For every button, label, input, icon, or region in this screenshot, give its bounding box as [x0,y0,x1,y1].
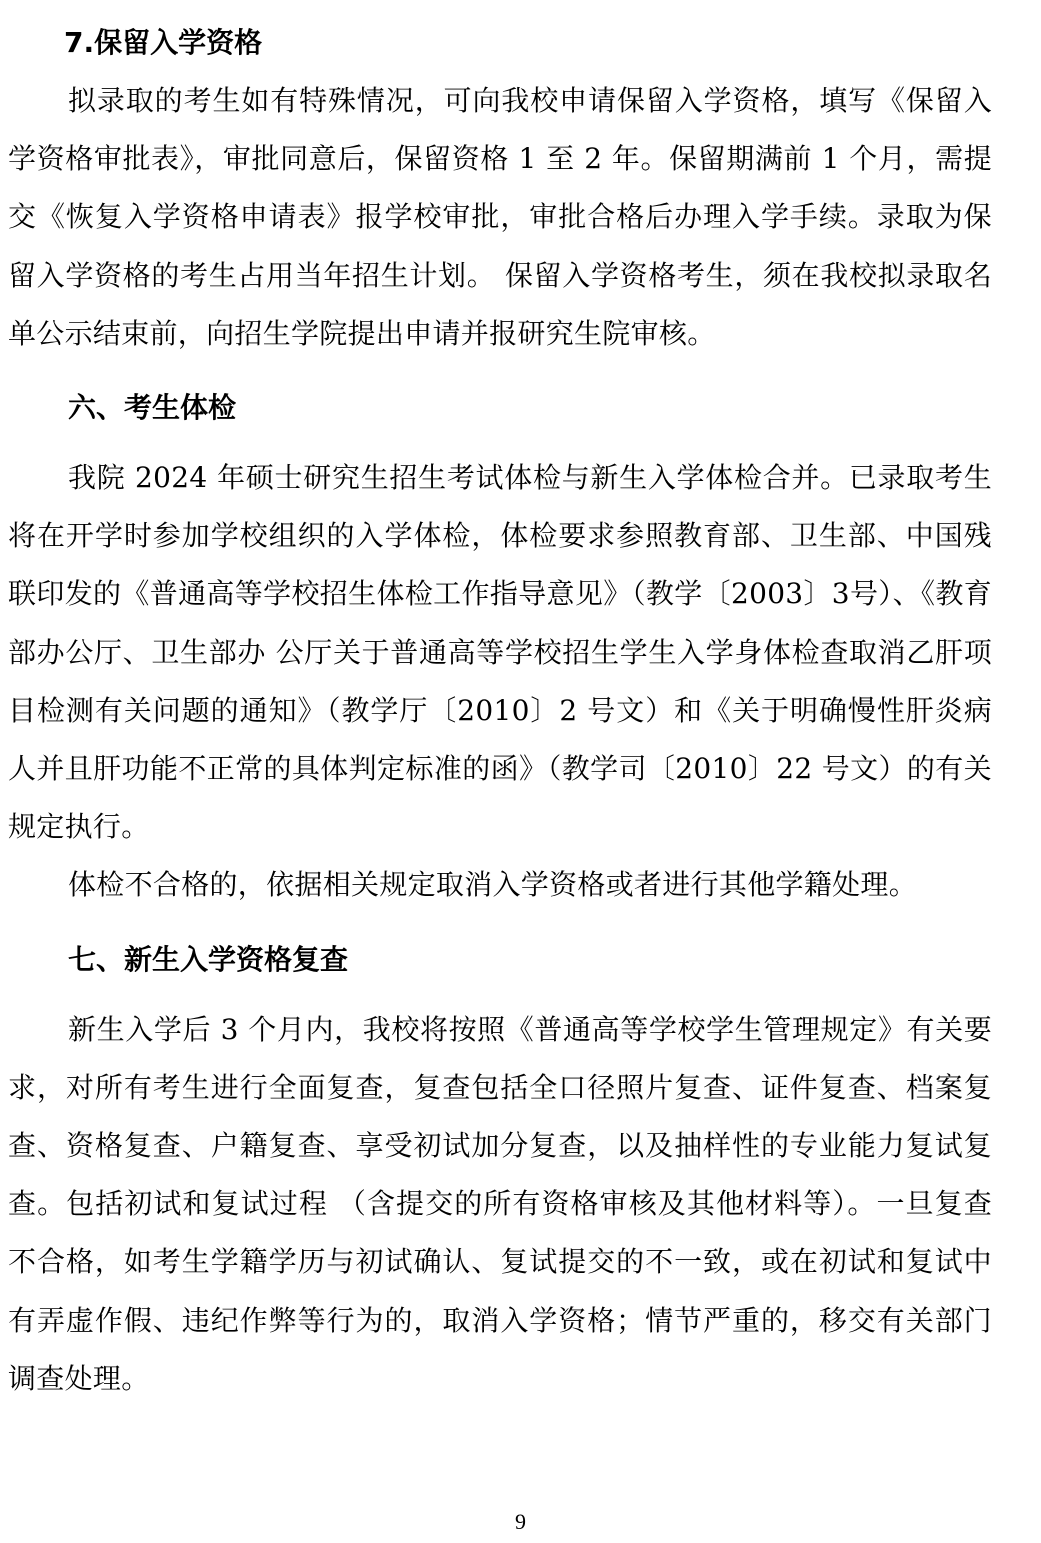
paragraph-physical-exam-2: 体检不合格的，依据相关规定取消入学资格或者进行其他学籍处理。 [68,868,918,902]
document-body [8,14,992,1408]
heading-reserve-admission: 7.保留入学资格 [64,26,263,59]
heading-physical-exam: 六、考生体检 [68,391,237,425]
section-spacer [8,437,992,449]
paragraph-enrollment-review: 新生入学后 3 个月内，我校将按照《普通高等学校学生管理规定》有关要求，对所有考生进行全面复查，复查包括全口径照片复查、证件复查、档案复查、资格复查、户籍复查、享受初试加分复查，以及抽样性的专业能力复试复查。包括初试和复试过程 （含提交的所有资格审核及其他材料等）。一旦复查不合格，如考生学籍学历与初试确认、复试提交的不一致，或在初试和复试中有弄虚作假、违纪作弊等行为的，取消入学资格；情节严重的，移交有关部门调查处理。 [8,1012,992,1395]
section-spacer [8,915,992,931]
paragraph-physical-exam-1: 我院 2024 年硕士研究生招生考试体检与新生入学体检合并。已录取考生将在开学时参加学校组织的入学体检，体检要求参照教育部、卫生部、中国残联印发的《普通高等学校招生体检工作指导意见》（教学〔2003〕3号）、《教育部办公厅、卫生部办 公厅关于普通高等学校招生学生入学身体检查取消乙肝项目检测有关问题的通知》（教学厅〔2010〕2 号文）和《关于明确慢性肝炎病人并且肝功能不正常的具体判定标准的函》（教学司〔2010〕22 号文）的有关规定执行。 [8,461,992,844]
heading-enrollment-review: 七、新生入学资格复查 [68,942,349,976]
section-spacer [8,363,992,379]
page-number: 9 [515,1509,526,1534]
section-spacer [8,989,992,1001]
paragraph-reserve-admission: 拟录取的考生如有特殊情况，可向我校申请保留入学资格，填写《保留入学资格审批表》，审批同意后，保留资格 1 至 2 年。保留期满前 1 个月，需提交《恢复入学资格申请表》报学校审批，审批合格后办理入学手续。录取为保留入学资格的考生占用当年招生计划。 保留入学资格考生，须在我校拟录取名单公示结束前，向招生学院提出申请并报研究生院审核。 [8,84,992,350]
